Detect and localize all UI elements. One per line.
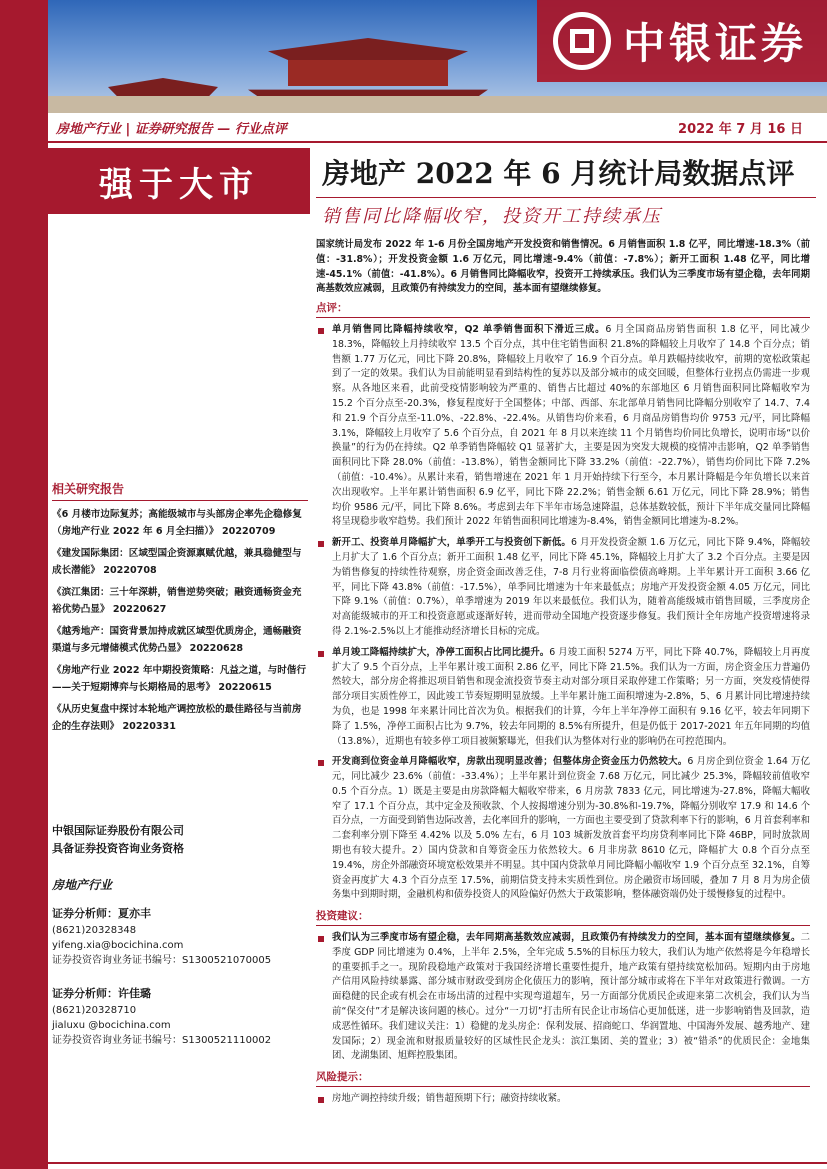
analyst-card xyxy=(52,986,308,1048)
risk-point: 房地产调控持续升级；销售超预期下行；融资持续收紧。 xyxy=(316,1092,810,1107)
boc-logo-icon xyxy=(553,12,611,70)
comment-heading: 点评： xyxy=(316,301,810,318)
report-body xyxy=(316,238,810,1113)
related-report-item[interactable]: 《越秀地产：国资背景加持成就区域型优质房企，通畅融资渠道与多元增储模式优势凸显》 20220628 xyxy=(52,626,302,654)
company-qualification: 具备证券投资咨询业务资格 xyxy=(52,842,184,855)
company-info xyxy=(52,822,308,858)
left-accent-bar xyxy=(0,0,48,1169)
advice-point xyxy=(316,931,810,1064)
analyst-card xyxy=(52,906,308,968)
related-report-item[interactable]: 《滨江集团：三十年深耕，销售逆势突破；融资通畅资金充裕优势凸显》 20220627 xyxy=(52,587,302,615)
analyst-phone: (8621)20328348 xyxy=(52,925,137,936)
analyst-phone: (8621)20328710 xyxy=(52,1005,137,1016)
related-reports-title: 相关研究报告 xyxy=(52,480,308,501)
comment-point xyxy=(316,646,810,750)
company-name: 中银国际证券股份有限公司 xyxy=(52,824,184,837)
brand-logo xyxy=(537,0,827,82)
point-body: 6 月竣工面积 5274 万平，同比下降 40.7%，降幅较上月再度扩大了 9.5 个百分点，上半年累计竣工面积 2.86 亿平，同比下降 21.5%。我们认为一方面，房企资金压力普遍仍然较大，部分房企将推迟项目销售和现金流投资节奏主动对部分项目采取停建工作策略；另一方面，突发疫情使得部分项目实质性停工，因此竣工节奏短期明显放缓。上半年累计施工面积增速为-2.8%，5、6 月累计同比增速持续为负，也是 1998 年来累计同比首次为负。根据我们的计算，今年上半年净停工面积有 9.16 亿平，较去年同期下降了 1.5%，净停工面积占比为 9.7%，较去年同期的 8.5%有所提升，但是仍低于 2017-2021 年五年同期的均值（13.8%），近期也有较多停工项目被频繁曝光，但我们认为整体对行业的影响仍在可控范围内。 xyxy=(332,646,810,747)
related-reports xyxy=(52,480,308,741)
point-lead: 开发商到位资金单月降幅收窄，房款出现明显改善；但整体房企资金压力仍然较大。 xyxy=(332,756,688,768)
advice-heading: 投资建议： xyxy=(316,909,810,926)
page-title: 房地产 2022 年 6 月统计局数据点评 xyxy=(322,157,795,190)
comment-point xyxy=(316,755,810,903)
analyst-email[interactable]: jialuxu @bocichina.com xyxy=(52,1020,171,1031)
analyst-role: 证券分析师： xyxy=(52,907,118,920)
comment-point xyxy=(316,323,810,530)
brand-name: 中银证券 xyxy=(623,19,808,68)
point-body: 6 月房企到位资金 1.64 万亿元，同比减少 23.6%（前值：-33.4%）；上半年累计到位资金 7.68 万亿元，同比减少 25.3%，降幅较前值收窄 0.5 个百分点。1）既是主要是由房款降幅大幅收窄带来，6 月房款 7833 亿元，同比增速为-27.8%，降幅大幅收窄了 17.1 个百分点，其中定金及预收款、个人按揭增速分别为-30.8%和-19.7%，降幅分别收窄 17.9 和 14.6 个百分点，一方面受到销售边际改善，去化率回升的影响，一方面也主要受到了贷款利率下行的影响，6 月首套利率和二套利率分别下降至 4.42% 以及 5.0% 左右，6 月 103 城新发放首套平均房贷利率同比下降 46BP，同时放款周期也有较大提升。2）国内贷款和自筹资金压力依然较大。6 月非房款 8610 亿元，降幅扩大 0.8 个百分点至 19.4%，房企外部融资环境宽松效果并不明显。其中国内贷款单月同比降幅小幅收窄 1.9 个百分点至 32.1%，自筹资金再度扩大 4.3 个百分点至 17.5%，前期信贷支持未实质性到位。房企融资市场回暖，叠加 7 月 8 月为房企债务集中到期时期，金融机构和债券投资人的风险偏好仍然大于政策影响，整体融资端仍处于缓慢修复的过程中。 xyxy=(332,756,810,901)
related-report-item[interactable]: 《建发国际集团：区域型国企资源禀赋优越，兼具稳健型与成长潜能》 20220708 xyxy=(52,548,302,576)
analyst-name: 夏亦丰 xyxy=(118,907,151,920)
analyst-cert: 证券投资咨询业务证书编号：S1300521110002 xyxy=(52,1035,272,1046)
report-date: 2022 年 7 月 16 日 xyxy=(678,121,803,137)
analyst-cert: 证券投资咨询业务证书编号：S1300521070005 xyxy=(52,955,272,966)
point-lead: 新开工、投资单月降幅扩大，单季开工与投资创下新低。 xyxy=(332,537,571,549)
related-report-item[interactable]: 《房地产行业 2022 年中期投资策略：凡益之道，与时偕行——关于短期博弈与长期格局的思考》 20220615 xyxy=(52,665,307,693)
point-lead: 单月销售同比降幅持续收窄，Q2 单季销售面积下滑近三成。 xyxy=(332,323,606,335)
related-report-item[interactable]: 《6 月楼市边际复苏；高能级城市与头部房企率先企稳修复（房地产行业 2022 年 6 月全扫描）》 20220709 xyxy=(52,509,302,537)
comment-point xyxy=(316,536,810,640)
point-body: 6 月全国商品房销售面积 1.8 亿平，同比减少 18.3%，降幅较上月持续收窄 13.5 个百分点，其中住宅销售面积 21.8%的降幅较上月收窄了 14.8 个百分点；销售额 1.77 万亿元，同比下降 20.8%，降幅较上月收窄了 16.9 个百分点。单月跌幅持续收窄，前期的宽松政策起到了一定的效果。我们认为目前能明显看到结构性的复苏以及部分城市的成交回暖，但整体行业拐点仍需进一步观察。从各地区来看，此前受疫情影响较为严重的、销售占比超过 40%的东部地区 6 月销售面积同比降幅收窄为 15.2 个百分点至-20.3%，修复程度好于全国整体；中部、西部、东北部单月销售同比降幅分别收窄了 14.7、7.4 和 21.9 个百分点至-11.0%、-22.8%、-22.4%。从销售均价来看，6 月商品房销售均价 9753 元/平，同比降幅 3.1%，降幅较上月收窄了 5.6 个百分点，自 2021 年 8 月以来连续 11 个月销售均价同比负增长，说明市场“以价换量”的行为仍在持续。Q2 单季销售降幅较 Q1 显著扩大，主要是因为突发大规模的疫情冲击影响，Q2 单季销售面积同比下降 28.0%（前值：-13.8%），销售金额同比下降 33.2%（前值：-22.7%），销售均价同比下降 7.2%（前值：-10.4%）。从累计来看，销售增速在 2021 年 1 月开始持续下行至今，本月累计降幅是今年负增长以来首次出现收窄。上半年累计销售面积 6.9 亿平，同比下降 22.2%；销售金额 6.61 万亿元，同比下降 28.9%；销售均价 9586 元/平，同比下降 8.6%。考虑到去年下半年市场急速降温，总体基数较低，预计下半年成交量同比降幅将呈现稳步收窄趋势。我们预计 2022 年销售面积同比增速为-8.4%，销售金额同比增速为-8.2%。 xyxy=(332,323,810,528)
rating-badge: 强于大市 xyxy=(48,148,310,214)
advice-lead: 我们认为三季度市场有望企稳，去年同期高基数效应减弱，且政策仍有持续发力的空间，基本面有望继续修复。 xyxy=(332,932,801,944)
risk-heading: 风险提示： xyxy=(316,1070,810,1087)
analyst-name: 许佳璐 xyxy=(118,987,151,1000)
report-summary: 国家统计局发布 2022 年 1-6 月份全国房地产开发投资和销售情况。6 月销售面积 1.8 亿平，同比增速-18.3%（前值：-31.8%）；开发投资金额 1.6 万亿元，同比增速-9.4%（前值：-7.8%）；新开工面积 1.48 亿平，同比增速-45.1%（前值：-41.8%）。6 月销售同比降幅收窄，投资开工持续承压。我们认为三季度市场有望企稳，去年同期高基数效应减弱，且政策仍有持续发力的空间，基本面有望继续修复。 xyxy=(316,239,810,295)
analyst-email[interactable]: yifeng.xia@bocichina.com xyxy=(52,940,184,951)
header-banner-image xyxy=(48,0,827,113)
related-report-item[interactable]: 《从历史复盘中探讨本轮地产调控放松的最佳路径与当前房企的生存法则》 20220331 xyxy=(52,704,302,732)
advice-body: 二季度 GDP 同比增速为 0.4%，上半年 2.5%，全年完成 5.5%的目标压力较大，我们认为地产依然将是今年稳增长的重要抓手之一。现阶段稳地产政策对于我国经济增长重要性提升，地产政策有望持续宽松加码。短期内由于房地产信用风险持续暴露、部分城市财政受到房企化债压力的影响，预计部分城市或将在下半年对政策进行微调。一方面稳健的民企或有机会在市场出清的过程中实现弯道超车，另一方面部分优质民企或迎来第二次机会，我们认为当前“保交付”才是解决该问题的核心。过分“一刀切”打击所有民企让市场信心更加低迷，进一步影响销售及回款，造成恶性循环。我们建议关注：1）稳健的龙头房企：保利发展、招商蛇口、华润置地、中国海外发展、越秀地产、建发国际；2）现金流和财报质量较好的区域性民企龙头：滨江集团、美的置业；3）被“错杀”的优质民企：金地集团、龙湖集团、旭辉控股集团。 xyxy=(332,932,810,1062)
footer-divider xyxy=(48,1162,827,1164)
title-divider xyxy=(316,197,816,198)
report-header-strip xyxy=(48,113,827,143)
point-lead: 单月竣工降幅持续扩大，净停工面积占比同比提升。 xyxy=(332,646,550,658)
point-body: 6 月开发投资金额 1.6 万亿元，同比下降 9.4%，降幅较上月扩大了 1.6 个百分点；新开工面积 1.48 亿平，同比下降 45.1%，降幅较上月扩大了 3.2 个百分点。主要是因为销售修复的持续性待观察，房企资金面改善乏佳，7-8 月行业将面临偿债高峰期。上半年累计开工面积 3.66 亿平，同比下降 43.8%（前值：-17.5%），单季同比增速为十年来最低点；房地产开发投资金额 4.05 万亿元，同比下降 9.1%（前值：0.7%），单季增速为 2019 年以来最低位。我们认为，随着高能级城市销售回暖，三季度房企对高能级城市的开工和投资意愿或逐渐好转，进而带动全国地产投资逐步修复。我们预计全年房地产投资增速将录得 2.1%-2.5%以上才能推动经济增长目标的完成。 xyxy=(332,537,810,637)
page-subtitle: 销售同比降幅收窄，投资开工持续承压 xyxy=(322,206,662,227)
industry-label: 房地产行业 xyxy=(52,878,113,892)
report-category: 房地产行业 | 证券研究报告 — 行业点评 xyxy=(56,121,287,137)
analyst-role: 证券分析师： xyxy=(52,987,118,1000)
